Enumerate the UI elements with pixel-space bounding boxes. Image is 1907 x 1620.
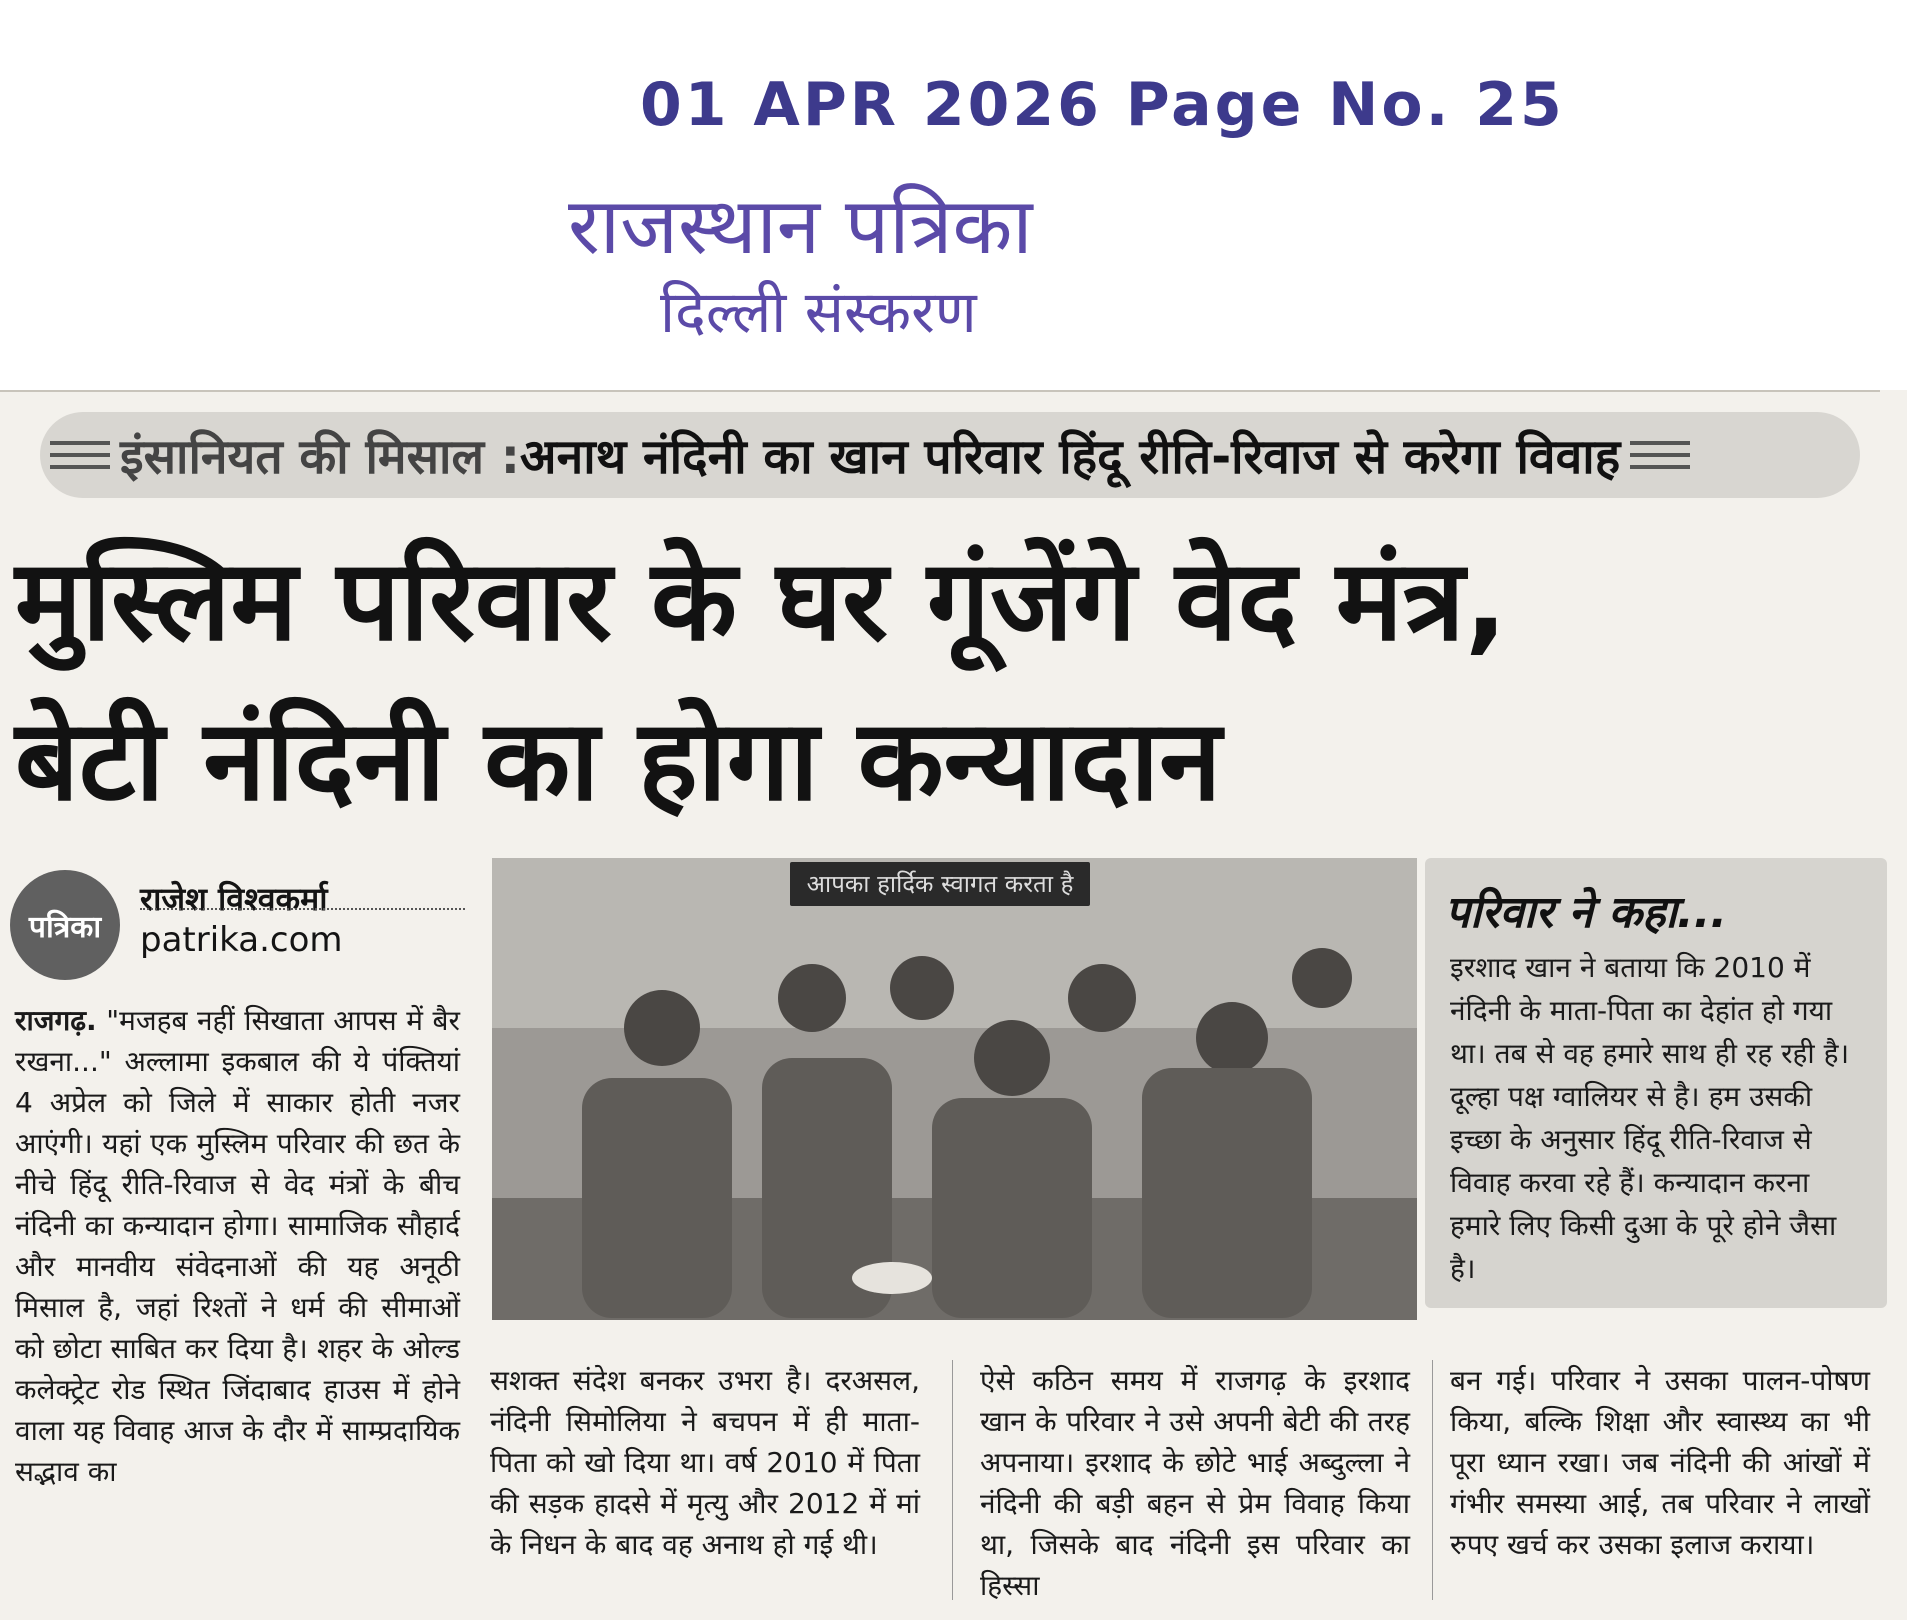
clipping-edge xyxy=(0,390,1880,392)
article-column-1 xyxy=(15,1000,460,1492)
photo-banner-sign: आपका हार्दिक स्वागत करता है xyxy=(790,862,1090,906)
headline-line-2: बेटी नंदिनी का होगा कन्यादान xyxy=(15,696,1222,826)
article-column-2: सशक्त संदेश बनकर उभरा है। दरअसल, नंदिनी सिमोलिया ने बचपन में ही माता-पिता को खो दिया था। वर्ष 2010 में पिता की सड़क हादसे में मृत्यु और 2012 में मां के निधन के बाद वह अनाथ हो गई थी। xyxy=(490,1364,920,1561)
stamp-date: 01 APR 2026 Page No. 25 xyxy=(640,70,1565,140)
news-photo xyxy=(492,858,1417,1320)
article-column-3: ऐसे कठिन समय में राजगढ़ के इरशाद खान के परिवार ने उसे अपनी बेटी की तरह अपनाया। इरशाद के छोटे भाई अब्दुल्ला ने नंदिनी की बड़ी बहन से प्रेम विवाह किया था, जिसके बाद नंदिनी इस परिवार का हिस्सा xyxy=(980,1364,1410,1602)
patrika-logo: पत्रिका xyxy=(10,870,120,980)
headline-line-1: मुस्लिम परिवार के घर गूंजेंगे वेद मंत्र, xyxy=(15,536,1508,666)
sidebar-text: इरशाद खान ने बताया कि 2010 में नंदिनी के माता-पिता का देहांत हो गया था। तब से वह हमारे साथ ही रह रही है। दूल्हा पक्ष ग्वालियर से है। हम उसकी इच्छा के अनुसार हिंदू रीति-रिवाज से विवाह करवा रहे हैं। कन्यादान करना हमारे लिए किसी दुआ के पूरे होने जैसा है। xyxy=(1450,951,1850,1285)
byline-website: patrika.com xyxy=(140,920,343,960)
byline-rule xyxy=(140,908,465,910)
column-divider xyxy=(952,1360,953,1600)
kicker-band xyxy=(40,412,1860,498)
sidebar-title: परिवार ने कहा... xyxy=(1445,887,1727,938)
column-divider xyxy=(1432,1360,1433,1600)
kicker-lines-left xyxy=(50,441,110,469)
stamp-newspaper-name: राजस्थान पत्रिका xyxy=(568,182,1033,272)
kicker-label: इंसानियत की मिसाल : xyxy=(120,428,520,485)
article-column-4: बन गई। परिवार ने उसका पालन-पोषण किया, बल्कि शिक्षा और स्वास्थ्य का भी पूरा ध्यान रखा। जब नंदिनी की आंखों में गंभीर समस्या आई, तब परिवार ने लाखों रुपए खर्च कर उसका इलाज कराया। xyxy=(1450,1364,1870,1561)
kicker-lines-right xyxy=(1630,441,1690,469)
kicker-text: अनाथ नंदिनी का खान परिवार हिंदू रीति-रिवाज से करेगा विवाह xyxy=(519,428,1621,485)
byline-author: राजेश विश्वकर्मा xyxy=(140,880,328,918)
dateline: राजगढ़. xyxy=(15,1004,97,1037)
stamp-edition: दिल्ली संस्करण xyxy=(660,278,977,346)
column-1-text: "मजहब नहीं सिखाता आपस में बैर रखना..." अल्लामा इकबाल की ये पंक्तियां 4 अप्रेल को जिले में साकार होती नजर आएंगी। यहां एक मुस्लिम परिवार की छत के नीचे हिंदू रीति-रिवाज से वेद मंत्रों के बीच नंदिनी का कन्यादान होगा। सामाजिक सौहार्द और मानवीय संवेदनाओं की यह अनूठी मिसाल है, जहां रिश्तों ने धर्म की सीमाओं को छोटा साबित कर दिया है। शहर के ओल्ड कलेक्ट्रेट रोड स्थित जिंदाबाद हाउस में होने वाला यह विवाह आज के दौर में साम्प्रदायिक सद्भाव का xyxy=(15,1004,460,1488)
